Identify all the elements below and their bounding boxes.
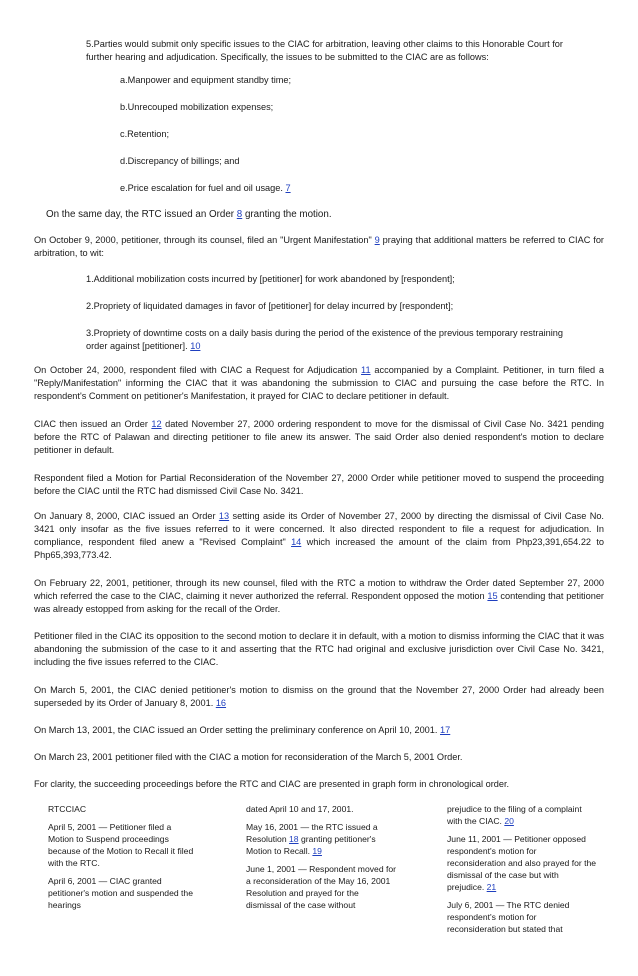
- table-cell-jun1: June 1, 2001 — Respondent moved for a reconsideration of the May 16, 2001 Resolution and prayed for the dismissal of the case without: [246, 864, 397, 910]
- item-5-body: 5.Parties would submit only specific issues to the CIAC for arbitration, leaving other claims to this Honorable Court for further hearing and adjudication. Specifically, the issues to be submitted to the CIAC are as follows:: [86, 39, 563, 62]
- para-jan-8: On January 8, 2000, CIAC issued an Order 13 setting aside its Order of November 27, 2000 by directing the dismissal of Civil Case No. 3421 only insofar as the five issues referred to it were concerned. It also directed respondent to file a request for adjudication. In compliance, respondent filed anew a "Revised Complaint" 14 which increased the amount of the claim from Php23,391,654.22 to Php65,393,773.42.: [34, 511, 604, 560]
- table-cell-jun11: June 11, 2001 — Petitioner opposed respondent's motion for reconsideration and also prayed for the dismissal of the case but with prejudice. 21: [447, 834, 597, 892]
- para-mar-23: On March 23, 2001 petitioner filed with the CIAC a motion for reconsideration of the March 5, 2001 Order.: [34, 752, 463, 762]
- issues-list: [120, 74, 520, 195]
- item-5-text: [86, 38, 591, 64]
- issue-c: c.Retention;: [120, 129, 170, 139]
- footnote-link-19[interactable]: 19: [312, 846, 322, 856]
- para-mar-5: On March 5, 2001, the CIAC denied petitioner's motion to dismiss on the ground that the November 27, 2000 Order had already been superseded by its Order of January 8, 2001. 16: [34, 685, 604, 708]
- issue-a: a.Manpower and equipment standby time;: [120, 75, 292, 85]
- footnote-link-21[interactable]: 21: [486, 882, 497, 892]
- table-col-2: [246, 803, 396, 917]
- table-cell-apr5: April 5, 2001 — Petitioner filed a Motion to Suspend proceedings because of the Motion to Recall it filed with the RTC.: [48, 822, 194, 868]
- table-cell-may16: May 16, 2001 — the RTC issued a Resolution 18 granting petitioner's Motion to Recall. 19: [246, 822, 378, 856]
- para-oct-9: On October 9, 2000, petitioner, through its counsel, filed an "Urgent Manifestation" 9 praying that additional matters be referred to CIAC for arbitration, to wit:: [34, 235, 604, 258]
- table-cell-prejudice: prejudice to the filing of a complaint with the CIAC. 20: [447, 804, 582, 826]
- issue-b: b.Unrecouped mobilization expenses;: [120, 102, 274, 112]
- para-clarity: For clarity, the succeeding proceedings before the RTC and CIAC are presented in graph form in chronological order.: [34, 779, 510, 789]
- para-same-day: On the same day, the RTC issued an Order 8 granting the motion.: [46, 209, 332, 220]
- additional-item-2: 2.Propriety of liquidated damages in favor of [petitioner] for delay incurred by [respondent];: [86, 301, 454, 311]
- para-ciac-order: CIAC then issued an Order 12 dated November 27, 2000 ordering respondent to move for the dismissal of Civil Case No. 3421 pending before the RTC of Palawan and directing petitioner to file anew its answer. The said Order also denied respondent's motion to declare petitioner in default.: [34, 419, 604, 455]
- table-col-1: [48, 803, 198, 917]
- footnote-link-10[interactable]: 10: [190, 341, 201, 351]
- footnote-link-17[interactable]: 17: [440, 725, 451, 735]
- footnote-link-12[interactable]: 12: [151, 419, 162, 429]
- para-mar-13: On March 13, 2001, the CIAC issued an Order setting the preliminary conference on April 10, 2001. 17: [34, 725, 451, 735]
- footnote-link-11[interactable]: 11: [361, 365, 371, 375]
- footnote-link-18[interactable]: 18: [289, 834, 299, 844]
- table-col-3: [447, 803, 597, 941]
- table-cell-dated: dated April 10 and 17, 2001.: [246, 804, 354, 814]
- footnote-link-7[interactable]: 7: [285, 183, 291, 193]
- table-cell-apr6: April 6, 2001 — CIAC granted petitioner's motion and suspended the hearings: [48, 876, 193, 910]
- additional-item-3: 3.Propriety of downtime costs on a daily basis during the period of the existence of the previous temporary restraining order against [petitioner]. 10: [86, 328, 563, 351]
- footnote-link-20[interactable]: 20: [504, 816, 514, 826]
- footnote-link-14[interactable]: 14: [291, 537, 302, 547]
- additional-item-1: 1.Additional mobilization costs incurred by [petitioner] for work abandoned by [respondent];: [86, 274, 455, 284]
- para-partial-recon: Respondent filed a Motion for Partial Reconsideration of the November 27, 2000 Order while petitioner moved to suspend the proceeding before the CIAC until the RTC had dismissed Civil Case No. 3421.: [34, 473, 604, 496]
- para-opposition: Petitioner filed in the CIAC its opposition to the second motion to declare it in default, with a motion to dismiss informing the CIAC that it was abandoning the submission of the case to it and asserting that the RTC had original and exclusive jurisdiction over Civil Case No. 3421, including the five issues referred to the CIAC.: [34, 631, 604, 667]
- table-cell-jul6: July 6, 2001 — The RTC denied respondent's motion for reconsideration but stated that: [447, 900, 570, 934]
- table-header: RTCCIAC: [48, 804, 87, 814]
- para-oct-24: On October 24, 2000, respondent filed with CIAC a Request for Adjudication 11 accompanied by a Complaint. Petitioner, in turn filed a "Reply/Manifestation" informing the CIAC that it was abandoning the submission to CIAC and pursuing the case before the RTC. In respondent's Comment on petitioner's Manifestation, it prayed for CIAC to declare petitioner in default.: [34, 365, 604, 401]
- footnote-link-13[interactable]: 13: [218, 511, 230, 521]
- issue-d: d.Discrepancy of billings; and: [120, 156, 240, 166]
- footnote-link-15[interactable]: 15: [487, 591, 498, 601]
- footnote-link-9[interactable]: 9: [374, 235, 380, 245]
- para-feb-22: On February 22, 2001, petitioner, through its new counsel, filed with the RTC a motion to withdraw the Order dated September 27, 2000 which referred the case to the CIAC, claiming it never authorized the referral. Respondent opposed the motion 15 contending that petitioner was already estopped from asking for the recall of the Order.: [34, 578, 604, 614]
- issue-e: e.Price escalation for fuel and oil usage. 7: [120, 183, 291, 193]
- footnote-link-16[interactable]: 16: [215, 698, 227, 708]
- footnote-link-8[interactable]: 8: [236, 209, 243, 220]
